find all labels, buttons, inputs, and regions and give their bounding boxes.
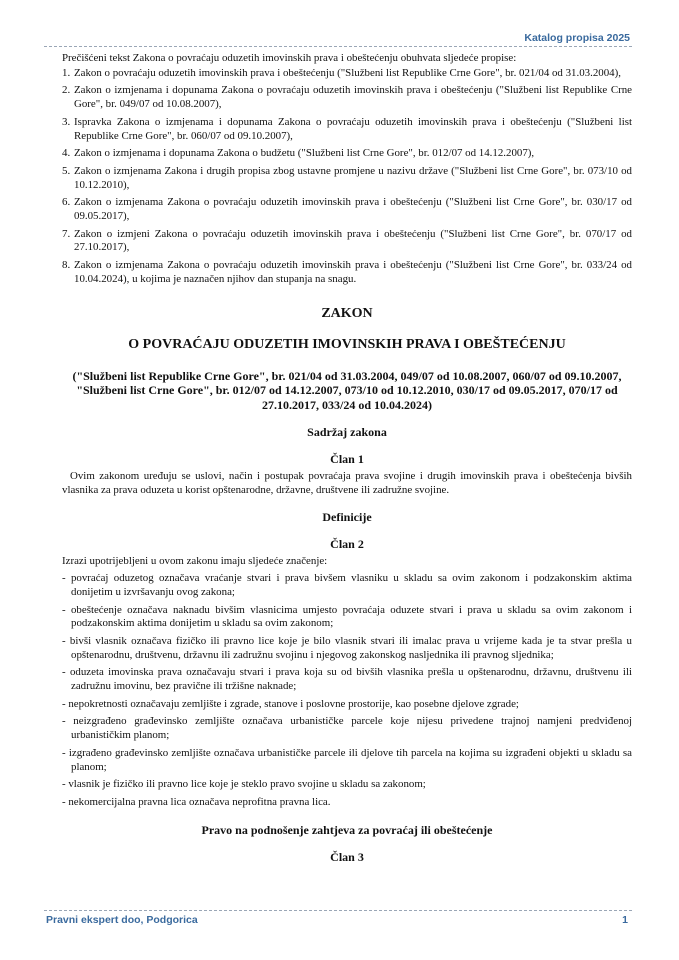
section-title-claims: Pravo na podnošenje zahtjeva za povraćaj ili obeštećenje xyxy=(201,822,493,837)
consolidated-intro: Prečišćeni tekst Zakona o povraćaju oduzetih imovinskih prava i obeštećenju obuhvata sljedeće propise: xyxy=(62,52,517,64)
definition-item: - obeštećenje označava naknadu bivšim vlasnicima umjesto povraćaja oduzete stvari i prava u skladu sa ovim zakonom i podzakonskim aktima donijetim u skladu sa ovim zakonom; xyxy=(62,603,632,630)
article-2-heading: Član 2 xyxy=(330,537,364,552)
law-title: ZAKON xyxy=(321,305,373,321)
section-title-definitions: Definicije xyxy=(322,510,372,525)
definition-item: - povraćaj oduzetog označava vraćanje stvari i prava bivšem vlasniku u skladu sa ovim zakonom i podzakonskim aktima donijetim u izvršavanju ovog zakona; xyxy=(62,572,632,598)
catalog-title: Katalog propisa 2025 xyxy=(524,32,630,44)
definition-item: - bivši vlasnik označava fizičko ili pravno lice koje je bilo vlasnik stvari ili imalac prava u vrijeme kada je ta stvar prešla u opštenarodnu, društvenu, državnu ili zadružnu svojinu i njegovog zakonskog nasljednika ili pravnog sljednika; xyxy=(62,634,632,661)
definition-item: - izgrađeno građevinsko zemljište označava urbanističke parcele ili djelove tih parcela na kojima su izgrađeni objekti u skladu sa planom; xyxy=(62,746,632,773)
amendment-item: 6. Zakon o izmjenama Zakona o povraćaju oduzetih imovinskih prava i obeštećenju ("Službeni list Crne Gore", br. 030/17 od 09.05.2017), xyxy=(62,196,632,223)
article-1-heading: Član 1 xyxy=(330,452,364,467)
page-number: 1 xyxy=(622,914,628,926)
definitions-list xyxy=(62,572,632,810)
amendment-item: 1. Zakon o povraćaju oduzetih imovinskih prava i obeštećenju ("Službeni list Republike Crne Gore", br. 021/04 od 31.03.2004), xyxy=(62,66,621,79)
definition-item: - neizgrađeno građevinsko zemljište označava urbanističke parcele koje nijesu privedene trajnoj namjeni predviđenoj urbanističkim planom; xyxy=(62,715,632,742)
amendment-item: 5. Zakon o izmjenama Zakona i drugih propisa zbog ustavne promjene u nazivu države ("Službeni list Crne Gore", br. 073/10 od 10.12.2010), xyxy=(62,164,632,191)
page-footer xyxy=(44,910,632,929)
footer-company: Pravni ekspert doo, Podgorica xyxy=(46,914,198,926)
amendment-item: 2. Zakon o izmjenama i dopunama Zakona o povraćaju oduzetih imovinskih prava i obeštećenju ("Službeni list Republike Crne Gore", br. 049/07 od 10.08.2007), xyxy=(62,84,632,111)
definition-item: - nekomercijalna pravna lica označava neprofitna pravna lica. xyxy=(62,796,331,808)
section-title-content: Sadržaj zakona xyxy=(307,425,387,440)
amendment-item: 4. Zakon o izmjenama i dopunama Zakona o budžetu ("Službeni list Crne Gore", br. 012/07 od 14.12.2007), xyxy=(62,147,535,160)
amendment-item: 3. Ispravka Zakona o izmjenama i dopunama Zakona o povraćaju oduzetih imovinskih prava i obeštećenju ("Službeni list Republike Crne Gore", br. 060/07 od 09.10.2007), xyxy=(62,115,632,142)
definition-item: - vlasnik je fizičko ili pravno lice koje je steklo pravo svojine u skladu sa zakonom; xyxy=(62,778,426,791)
article-3-heading: Član 3 xyxy=(330,849,364,864)
article-2-intro: Izrazi upotrijebljeni u ovom zakonu imaju sljedeće značenje: xyxy=(62,555,328,568)
gazette-references: ("Službeni list Republike Crne Gore", br. 021/04 od 31.03.2004, 049/07 od 10.08.2007, 060/07 od 09.10.2007, "Službeni list Crne Gore", br. 012/07 od 14.12.2007, 073/10 od 10.12.2010, 030/17 od 09.05.2017, 070/17 od 27.10.2017, 033/24 od 10.04.2024) xyxy=(72,368,622,412)
document-body xyxy=(62,52,632,864)
article-1-text: Ovim zakonom uređuju se uslovi, način i postupak povraćaja prava svojine i drugih imovinskih prava i obeštećenja bivših vlasnika za prava oduzeta u korist opštenarodne, državne, društvene ili zadružne svojine. xyxy=(62,470,632,496)
amendment-item: 8. Zakon o izmjenama Zakona o povraćaju oduzetih imovinskih prava i obeštećenju ("Službeni list Crne Gore", br. 033/24 od 10.04.2024), u kojima je naznačen njihov dan stupanja na snagu. xyxy=(62,259,632,285)
definition-item: - nepokretnosti označavaju zemljište i zgrade, stanove i poslovne prostorije, kao posebne djelove zgrade; xyxy=(62,697,519,710)
amendments-list xyxy=(62,67,632,287)
page-header xyxy=(44,30,632,47)
definition-item: - oduzeta imovinska prava označavaju stvari i prava koja su od bivših vlasnika prešla u opštenarodnu, državnu, društvenu ili zadružnu imovinu, bez pravične ili tržišne naknade; xyxy=(62,666,632,693)
law-subtitle: O POVRAĆAJU ODUZETIH IMOVINSKIH PRAVA I OBEŠTEĆENJU xyxy=(128,336,566,352)
amendment-item: 7. Zakon o izmjeni Zakona o povraćaju oduzetih imovinskih prava i obeštećenju ("Službeni list Crne Gore", br. 070/17 od 27.10.2017), xyxy=(62,227,632,254)
